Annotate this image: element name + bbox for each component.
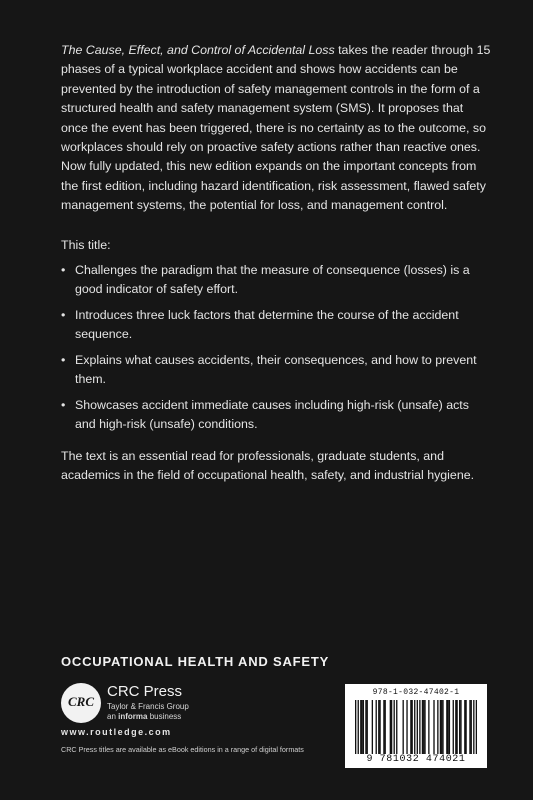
list-item (61, 306, 491, 344)
publisher-name: CRC Press (107, 683, 183, 700)
subject-category: OCCUPATIONAL HEALTH AND SAFETY (61, 654, 330, 669)
barcode-bar (446, 700, 447, 754)
barcode-bar (428, 700, 429, 754)
closing-paragraph: The text is an essential read for professionals, graduate students, and academics in the field of occupational health, safety, and industrial hygiene. (61, 449, 475, 483)
barcode-bar (360, 700, 361, 754)
bullet-icon: • (61, 263, 66, 277)
barcode-bar (378, 700, 379, 754)
barcode-bar (394, 700, 395, 754)
publisher-logo (61, 683, 231, 729)
barcode-bar (437, 700, 438, 754)
barcode-bar (361, 700, 362, 754)
barcode-bar (379, 700, 380, 754)
barcode-bar (417, 700, 418, 754)
barcode-bar (453, 700, 454, 754)
list-item-text: Challenges the paradigm that the measure of consequence (losses) is a good indicator of safety effort. (75, 263, 470, 296)
barcode-bar (367, 700, 368, 754)
barcode-bar (372, 700, 373, 754)
barcode-bar (410, 700, 411, 754)
isbn-barcode (345, 684, 487, 768)
barcode-bar (363, 700, 364, 754)
barcode-bar (423, 700, 424, 754)
barcode-bar (449, 700, 450, 754)
bullet-icon: • (61, 353, 66, 367)
barcode-bar (465, 700, 466, 754)
ebook-footnote: CRC Press titles are available as eBook editions in a range of digital formats (61, 745, 304, 754)
barcode-bar (464, 700, 465, 754)
barcode-bar (376, 700, 377, 754)
book-title: The Cause, Effect, and Control of Accidental Loss (61, 43, 335, 57)
barcode-bar (441, 700, 442, 754)
barcode-bar (455, 700, 456, 754)
list-item (61, 261, 491, 299)
isbn-digits: 9 781032 474021 (366, 754, 466, 765)
description-text: takes the reader through 15 phases of a typical workplace accident and shows how accidents can be prevented by the introduction of safety management controls in the form of a structured health and safety management system (SMS). It proposes that once the event has been triggered, there is no certainty as to the outcome, so workplaces should rely on proactive safety actions rather than reactive ones. Now fully updated, this new edition expands on the important concepts from the first edition, including hazard identification, risk assessment, flawed safety management systems, the potential for loss, and management control. (61, 43, 491, 213)
list-item (61, 351, 491, 389)
barcode-bar (412, 700, 413, 754)
barcode-bar (358, 700, 359, 754)
feature-list (61, 261, 491, 441)
barcode-bar (447, 700, 448, 754)
barcode-bar (471, 700, 472, 754)
barcode-bar (460, 700, 461, 754)
barcode-bar (456, 700, 457, 754)
list-item (61, 396, 491, 434)
description-paragraph (61, 41, 491, 216)
bullet-icon: • (61, 308, 66, 322)
barcode-bar (406, 700, 407, 754)
barcode-bar (383, 700, 384, 754)
barcode-bar (355, 700, 356, 754)
publisher-group: Taylor & Francis Group (107, 702, 189, 711)
barcode-bar (414, 700, 415, 754)
barcode-bar (459, 700, 460, 754)
list-item-text: Showcases accident immediate causes including high-risk (unsafe) acts and high-risk (unsafe) conditions. (75, 398, 469, 431)
barcode-bar (422, 700, 423, 754)
list-item-text: Introduces three luck factors that determine the course of the accident sequence. (75, 308, 459, 341)
barcode-bar (385, 700, 386, 754)
barcode-bar (403, 700, 404, 754)
barcode-bar (442, 700, 443, 754)
barcode-bar (396, 700, 397, 754)
barcode-bar (473, 700, 474, 754)
barcode-bars (355, 700, 477, 754)
list-item-text: Explains what causes accidents, their consequences, and how to prevent them. (75, 353, 477, 386)
this-title-label: This title: (61, 238, 111, 252)
barcode-bar (419, 700, 420, 754)
barcode-bar (424, 700, 425, 754)
barcode-bar (365, 700, 366, 754)
barcode-bar (469, 700, 470, 754)
barcode-bar (440, 700, 441, 754)
barcode-bar (433, 700, 434, 754)
barcode-bar (476, 700, 477, 754)
informa-tagline: an informa business (107, 712, 182, 721)
barcode-bar (390, 700, 391, 754)
crc-logo-icon: CRC (61, 683, 101, 723)
bullet-icon: • (61, 398, 66, 412)
publisher-website: www.routledge.com (61, 727, 172, 737)
barcode-bar (391, 700, 392, 754)
isbn-label: 978-1-032-47402-1 (372, 688, 460, 697)
